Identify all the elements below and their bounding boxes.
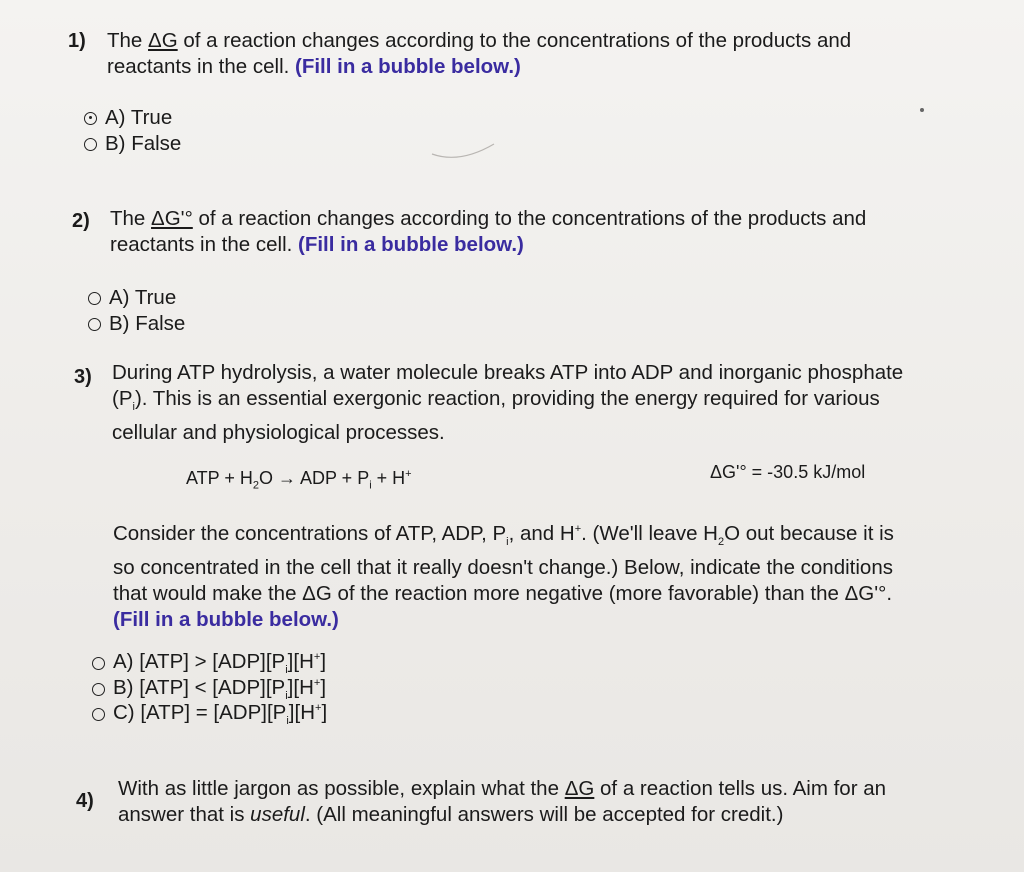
q3-number: 3)	[74, 366, 92, 388]
q4-text-b: of a reaction tells us. Aim for an	[594, 777, 887, 800]
q3-opt-b-sub: i	[285, 690, 288, 703]
q2-instruction: (Fill in a bubble below.)	[298, 233, 524, 256]
q4-text-a: With as little jargon as possible, explain what the	[118, 777, 565, 800]
q3-prompt	[112, 360, 992, 446]
q3-opt-c-prefix: C) [ATP] = [ADP][P	[113, 701, 287, 724]
q4-line2-em: useful	[250, 803, 305, 826]
q3-line2-sub: i	[132, 401, 135, 414]
q3-opt-b-mid: ][H	[287, 676, 314, 699]
q3-opt-b-prefix: B) [ATP] < [ADP][P	[113, 676, 286, 699]
q1-option-b[interactable]	[84, 132, 181, 156]
q4-number: 4)	[76, 790, 94, 812]
eq-part-a: ATP + H	[186, 468, 253, 488]
q1-prompt	[107, 28, 937, 80]
radio-bubble-icon[interactable]	[92, 683, 105, 696]
q2-option-a[interactable]	[88, 286, 176, 310]
q3-opt-c-end: ]	[321, 701, 328, 724]
stray-dot-mark	[918, 106, 926, 114]
q3-consider-line2: so concentrated in the cell that it really doesn't change.) Below, indicate the conditions	[113, 555, 893, 579]
q3-consider-sub2: 2	[717, 535, 725, 548]
eq-sup-plus: +	[405, 468, 412, 480]
radio-bubble-icon[interactable]	[92, 657, 105, 670]
q3-consider-sub: i	[506, 535, 509, 548]
q1-number: 1)	[68, 30, 86, 52]
q3-option-a[interactable]	[92, 650, 326, 676]
q1-option-a-label: A) True	[105, 106, 173, 129]
q3-opt-b-end: ]	[320, 676, 327, 699]
standard-free-energy: ΔG'° = -30.5 kJ/mol	[710, 462, 866, 482]
radio-bubble-icon[interactable]	[88, 318, 101, 331]
q3-consider-sup: +	[574, 523, 582, 535]
q4-line2-b: . (All meaningful answers will be accepted for credit.)	[304, 803, 784, 826]
q1-option-b-label: B) False	[105, 132, 182, 155]
radio-bubble-icon[interactable]	[88, 292, 101, 305]
q3-line3: cellular and physiological processes.	[112, 421, 445, 445]
eq-part-b: O → ADP + P	[258, 468, 370, 488]
q4-line2-a: answer that is	[118, 803, 251, 826]
q2-number: 2)	[72, 210, 90, 232]
q3-option-c-label	[113, 701, 327, 727]
q2-option-a-label: A) True	[109, 286, 177, 309]
q3-opt-c-sup: +	[315, 702, 322, 715]
q3-opt-a-sub: i	[285, 664, 288, 677]
q1-line2: reactants in the cell.	[107, 55, 296, 78]
eq-part-c: + H	[371, 468, 406, 488]
radio-bubble-icon[interactable]	[92, 708, 105, 721]
q3-option-a-label	[113, 650, 326, 676]
q2-option-b[interactable]	[88, 312, 185, 336]
q3-opt-a-prefix: A) [ATP] > [ADP][P	[113, 650, 286, 673]
q3-opt-b-sup: +	[313, 677, 321, 690]
q3-line1: During ATP hydrolysis, a water molecule breaks ATP into ADP and inorganic phosphate	[112, 361, 904, 384]
q3-opt-a-mid: ][H	[287, 650, 314, 673]
stray-pen-mark	[430, 140, 500, 164]
q1-delta-g: ΔG	[148, 29, 178, 52]
q3-consider-d: O out because it is	[724, 521, 894, 545]
q3-line2-a: (P	[112, 387, 133, 410]
q4-prompt	[118, 776, 998, 828]
q2-prompt	[110, 206, 940, 258]
q3-opt-a-sup: +	[313, 651, 321, 664]
q1-text-b: of a reaction changes according to the concentrations of the products and	[177, 29, 852, 52]
radio-bubble-icon[interactable]	[84, 138, 97, 151]
q1-option-a[interactable]	[84, 106, 172, 130]
q3-option-c[interactable]	[92, 701, 327, 727]
q1-text-a: The	[107, 29, 149, 52]
q3-option-b-label	[113, 676, 326, 702]
q2-text-a: The	[110, 207, 152, 230]
q3-consider-c: . (We'll leave H	[581, 521, 718, 545]
q4-delta-g: ΔG	[564, 777, 595, 800]
eq-sub-i: i	[369, 479, 372, 492]
q3-consider-block	[113, 516, 993, 633]
q3-opt-c-mid: ][H	[288, 701, 315, 724]
q3-line2-b: ). This is an essential exergonic reaction, providing the energy required for various	[134, 387, 880, 410]
q3-consider-line3: that would make the ΔG of the reaction more negative (more favorable) than the ΔG'°.	[113, 581, 893, 605]
q2-text-b: of a reaction changes according to the concentrations of the products and	[192, 207, 867, 230]
q2-line2: reactants in the cell.	[110, 233, 299, 256]
q3-option-b[interactable]	[92, 676, 326, 702]
q3-consider-a: Consider the concentrations of ATP, ADP, P	[113, 521, 507, 545]
q3-consider-b: , and H	[508, 521, 575, 545]
q1-instruction: (Fill in a bubble below.)	[295, 55, 521, 78]
reaction-equation	[186, 468, 412, 492]
q3-opt-c-sub: i	[286, 715, 289, 728]
radio-bubble-icon[interactable]	[84, 112, 97, 125]
eq-sub-2: 2	[252, 479, 259, 492]
q2-delta-g-prime: ΔG'°	[151, 207, 193, 230]
q3-opt-a-end: ]	[320, 650, 327, 673]
q3-instruction: (Fill in a bubble below.)	[113, 607, 339, 631]
q2-option-b-label: B) False	[109, 312, 186, 335]
